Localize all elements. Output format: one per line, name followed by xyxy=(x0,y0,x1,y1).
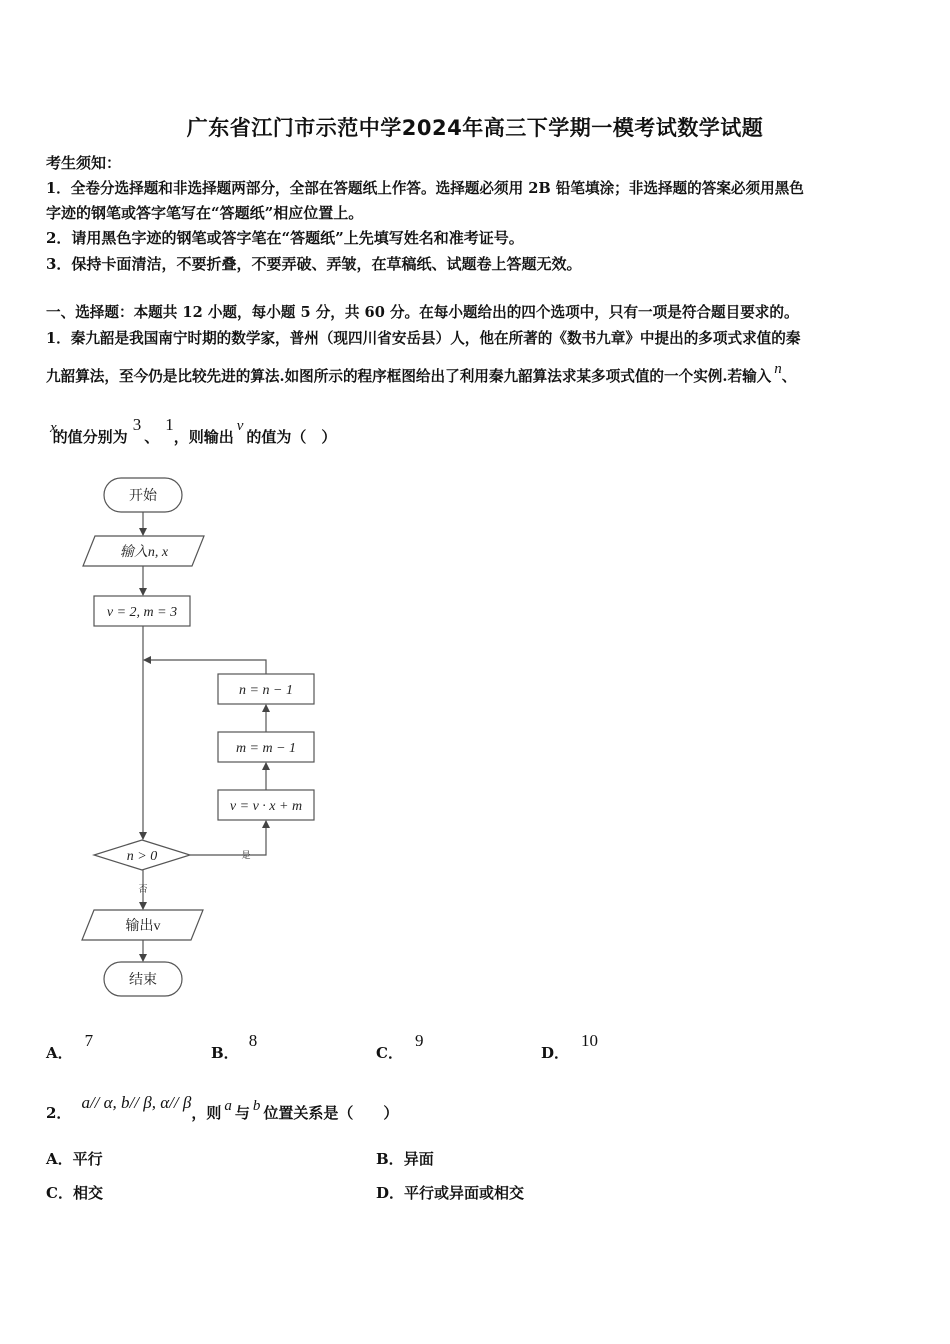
q2-option-a-label: A． xyxy=(46,1150,73,1168)
q2-option-c-text: 相交 xyxy=(72,1184,103,1202)
q2-text-b: 与 xyxy=(234,1104,250,1122)
q1-line-2 xyxy=(46,361,797,386)
q2-option-a[interactable] xyxy=(46,1148,103,1169)
var-n: n xyxy=(774,361,782,377)
q1-option-a-value: 7 xyxy=(84,1031,94,1050)
page-title: 广东省江门市示范中学2024年高三下学期一模考试数学试题 xyxy=(186,116,764,140)
q1-option-c-value: 9 xyxy=(414,1031,424,1050)
q2-option-c-label: C． xyxy=(46,1184,73,1202)
flow-step-m-label: m = m − 1 xyxy=(235,741,297,756)
q1-option-b-label: B． xyxy=(211,1044,239,1062)
q1-option-d-value: 10 xyxy=(581,1031,599,1050)
q2-var-b: b xyxy=(252,1098,261,1114)
flow-start-label: 开始 xyxy=(129,489,157,504)
q1-line-3 xyxy=(46,415,337,447)
q1-text-a: 的值分别为 xyxy=(52,428,128,446)
notice-item-3: 3．保持卡面清洁，不要折叠，不要弄破、弄皱，在草稿纸、试题卷上答题无效。 xyxy=(46,255,582,273)
flow-end-label: 结束 xyxy=(129,973,157,988)
flow-step-v-label: v = v · x + m xyxy=(229,799,303,814)
q2-option-b[interactable] xyxy=(376,1148,434,1169)
q2-option-d-text: 平行或异面或相交 xyxy=(404,1184,525,1202)
q2-option-d-label: D． xyxy=(376,1184,405,1202)
q1-text-b: ，则输出 xyxy=(173,428,234,446)
q1-option-c-label: C． xyxy=(376,1044,403,1062)
flow-yes-label: 是 xyxy=(241,850,251,860)
q1-sep-1: 、 xyxy=(781,368,797,385)
notice-item-1b: 字迹的钢笔或答字笔写在“答题纸”相应位置上。 xyxy=(46,204,364,222)
q2-option-c[interactable] xyxy=(46,1182,103,1203)
flowchart xyxy=(60,468,360,1008)
q2-var-a: a xyxy=(224,1098,232,1114)
notice-heading: 考生须知： xyxy=(46,154,122,172)
q2-text-a: ，则 xyxy=(191,1104,222,1122)
q2-number: 2． xyxy=(46,1104,72,1122)
flow-no-label: 否 xyxy=(138,884,148,894)
q2-option-b-label: B． xyxy=(376,1150,404,1168)
q1-text-c: 的值为（ ） xyxy=(246,428,337,446)
q2-option-b-text: 异面 xyxy=(403,1150,434,1168)
q1-option-d[interactable] xyxy=(541,1031,599,1063)
notice-item-2: 2．请用黑色字迹的钢笔或答字笔在“答题纸”上先填写姓名和准考证号。 xyxy=(46,229,524,247)
q1-sep-2: 、 xyxy=(144,428,160,446)
flow-input-label: 输入n, x xyxy=(119,545,169,560)
section-heading: 一、选择题：本题共 12 小题，每小题 5 分，共 60 分。在每小题给出的四个选项中，只有一项是符合题目要求的。 xyxy=(46,304,799,321)
flow-cond-label: n > 0 xyxy=(126,849,158,864)
q2-expression: a// α, b// β, α// β xyxy=(81,1093,192,1112)
flow-init-label: v = 2, m = 3 xyxy=(106,605,178,620)
q1-line-1: 1．秦九韶是我国南宁时期的数学家，普州（现四川省安岳县）人，他在所著的《数书九章》中提出的多项式求值的秦 xyxy=(46,330,801,347)
value-1: 1 xyxy=(165,415,174,434)
flow-output-label: 输出v xyxy=(125,919,161,934)
q1-option-a[interactable] xyxy=(46,1031,94,1063)
q1-option-c[interactable] xyxy=(376,1031,424,1063)
q2-option-d[interactable] xyxy=(376,1182,524,1203)
q1-option-d-label: D． xyxy=(541,1044,570,1062)
var-x: x xyxy=(50,420,57,436)
q1-option-a-label: A． xyxy=(46,1044,73,1062)
flow-step-n-label: n = n − 1 xyxy=(239,683,293,698)
q1-option-b-value: 8 xyxy=(248,1031,258,1050)
q1-line-2-text: 九韶算法，至今仍是比较先进的算法.如图所示的程序框图给出了利用秦九韶算法求某多项式值的一个实例.若输入 xyxy=(46,368,772,385)
q2-stem xyxy=(46,1093,399,1123)
q1-option-b[interactable] xyxy=(211,1031,258,1063)
q2-text-c: 位置关系是（ ） xyxy=(263,1104,399,1122)
q2-option-a-text: 平行 xyxy=(72,1150,103,1168)
value-3: 3 xyxy=(132,415,142,434)
notice-item-1a: 1．全卷分选择题和非选择题两部分，全部在答题纸上作答。选择题必须用 2B 铅笔填涂；非选择题的答案必须用黑色 xyxy=(46,180,804,197)
var-v: v xyxy=(236,418,244,434)
